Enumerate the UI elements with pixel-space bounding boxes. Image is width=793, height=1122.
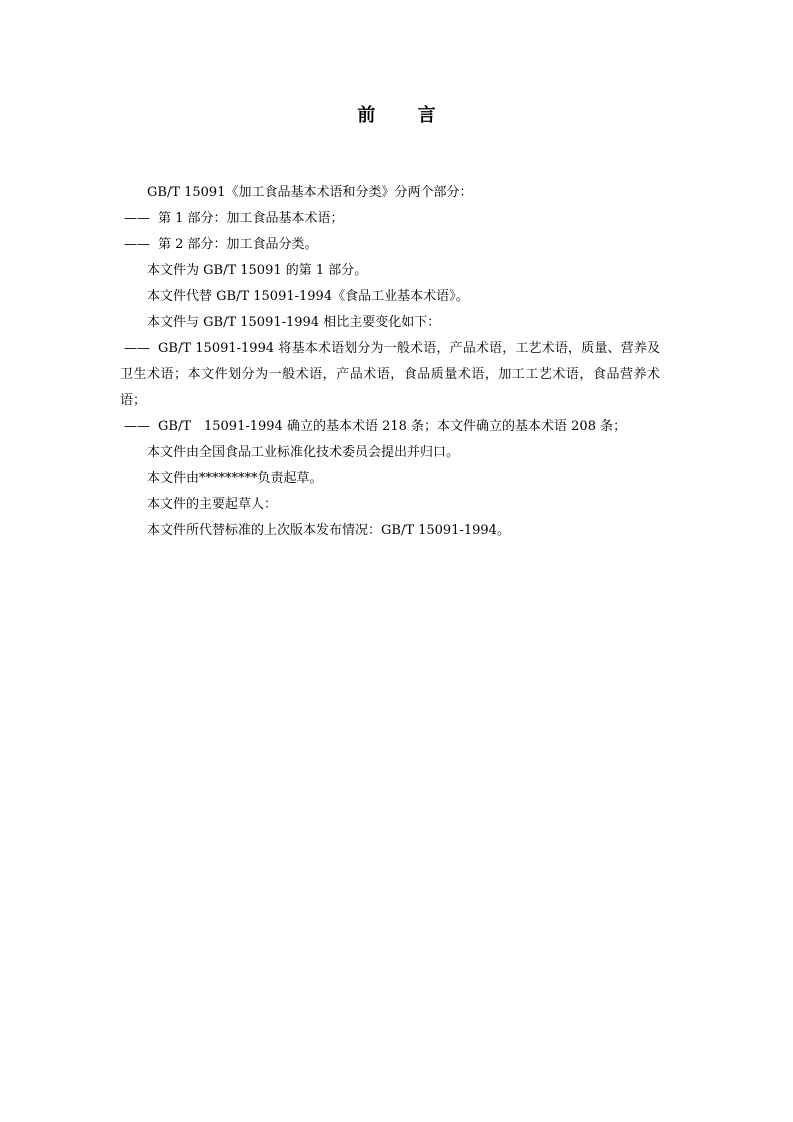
paragraph-intro: GB/T 15091《加工食品基本术语和分类》分两个部分： xyxy=(147,185,473,200)
list-item-part1 xyxy=(120,206,660,232)
dash-marker: —— xyxy=(124,341,150,356)
list-item-part2 xyxy=(120,232,660,258)
list-item-text: GB/T 15091-1994 将基本术语划分为一般术语，产品术语，工艺术语，质量、营养及卫生术语；本文件划分为一般术语，产品术语，食品质量术语，加工工艺术语，食品营养术语； xyxy=(120,341,660,408)
paragraph-drafted-by: 本文件由*********负责起草。 xyxy=(147,471,323,486)
list-item-text: GB/T 15091-1994 确立的基本术语 218 条；本文件确立的基本术语 208 条； xyxy=(158,419,627,434)
list-item-change1 xyxy=(120,336,660,414)
paragraph-previous: 本文件所代替标准的上次版本发布情况：GB/T 15091-1994。 xyxy=(147,523,510,538)
page-title: 前 言 xyxy=(357,105,454,126)
list-item-text: 第 2 部分：加工食品分类。 xyxy=(158,237,318,252)
paragraph-replaces: 本文件代替 GB/T 15091-1994《食品工业基本术语》。 xyxy=(147,289,469,304)
document-body xyxy=(120,180,660,544)
dash-marker: —— xyxy=(124,419,150,434)
dash-marker: —— xyxy=(124,237,150,252)
paragraph-this-part: 本文件为 GB/T 15091 的第 1 部分。 xyxy=(147,263,368,278)
paragraph-proposed: 本文件由全国食品工业标准化技术委员会提出并归口。 xyxy=(147,445,460,460)
dash-marker: —— xyxy=(124,211,150,226)
list-item-text: 第 1 部分：加工食品基本术语； xyxy=(158,211,344,226)
paragraph-changes-intro: 本文件与 GB/T 15091-1994 相比主要变化如下： xyxy=(147,315,441,330)
paragraph-drafters: 本文件的主要起草人： xyxy=(147,497,278,512)
list-item-change2 xyxy=(120,414,660,440)
